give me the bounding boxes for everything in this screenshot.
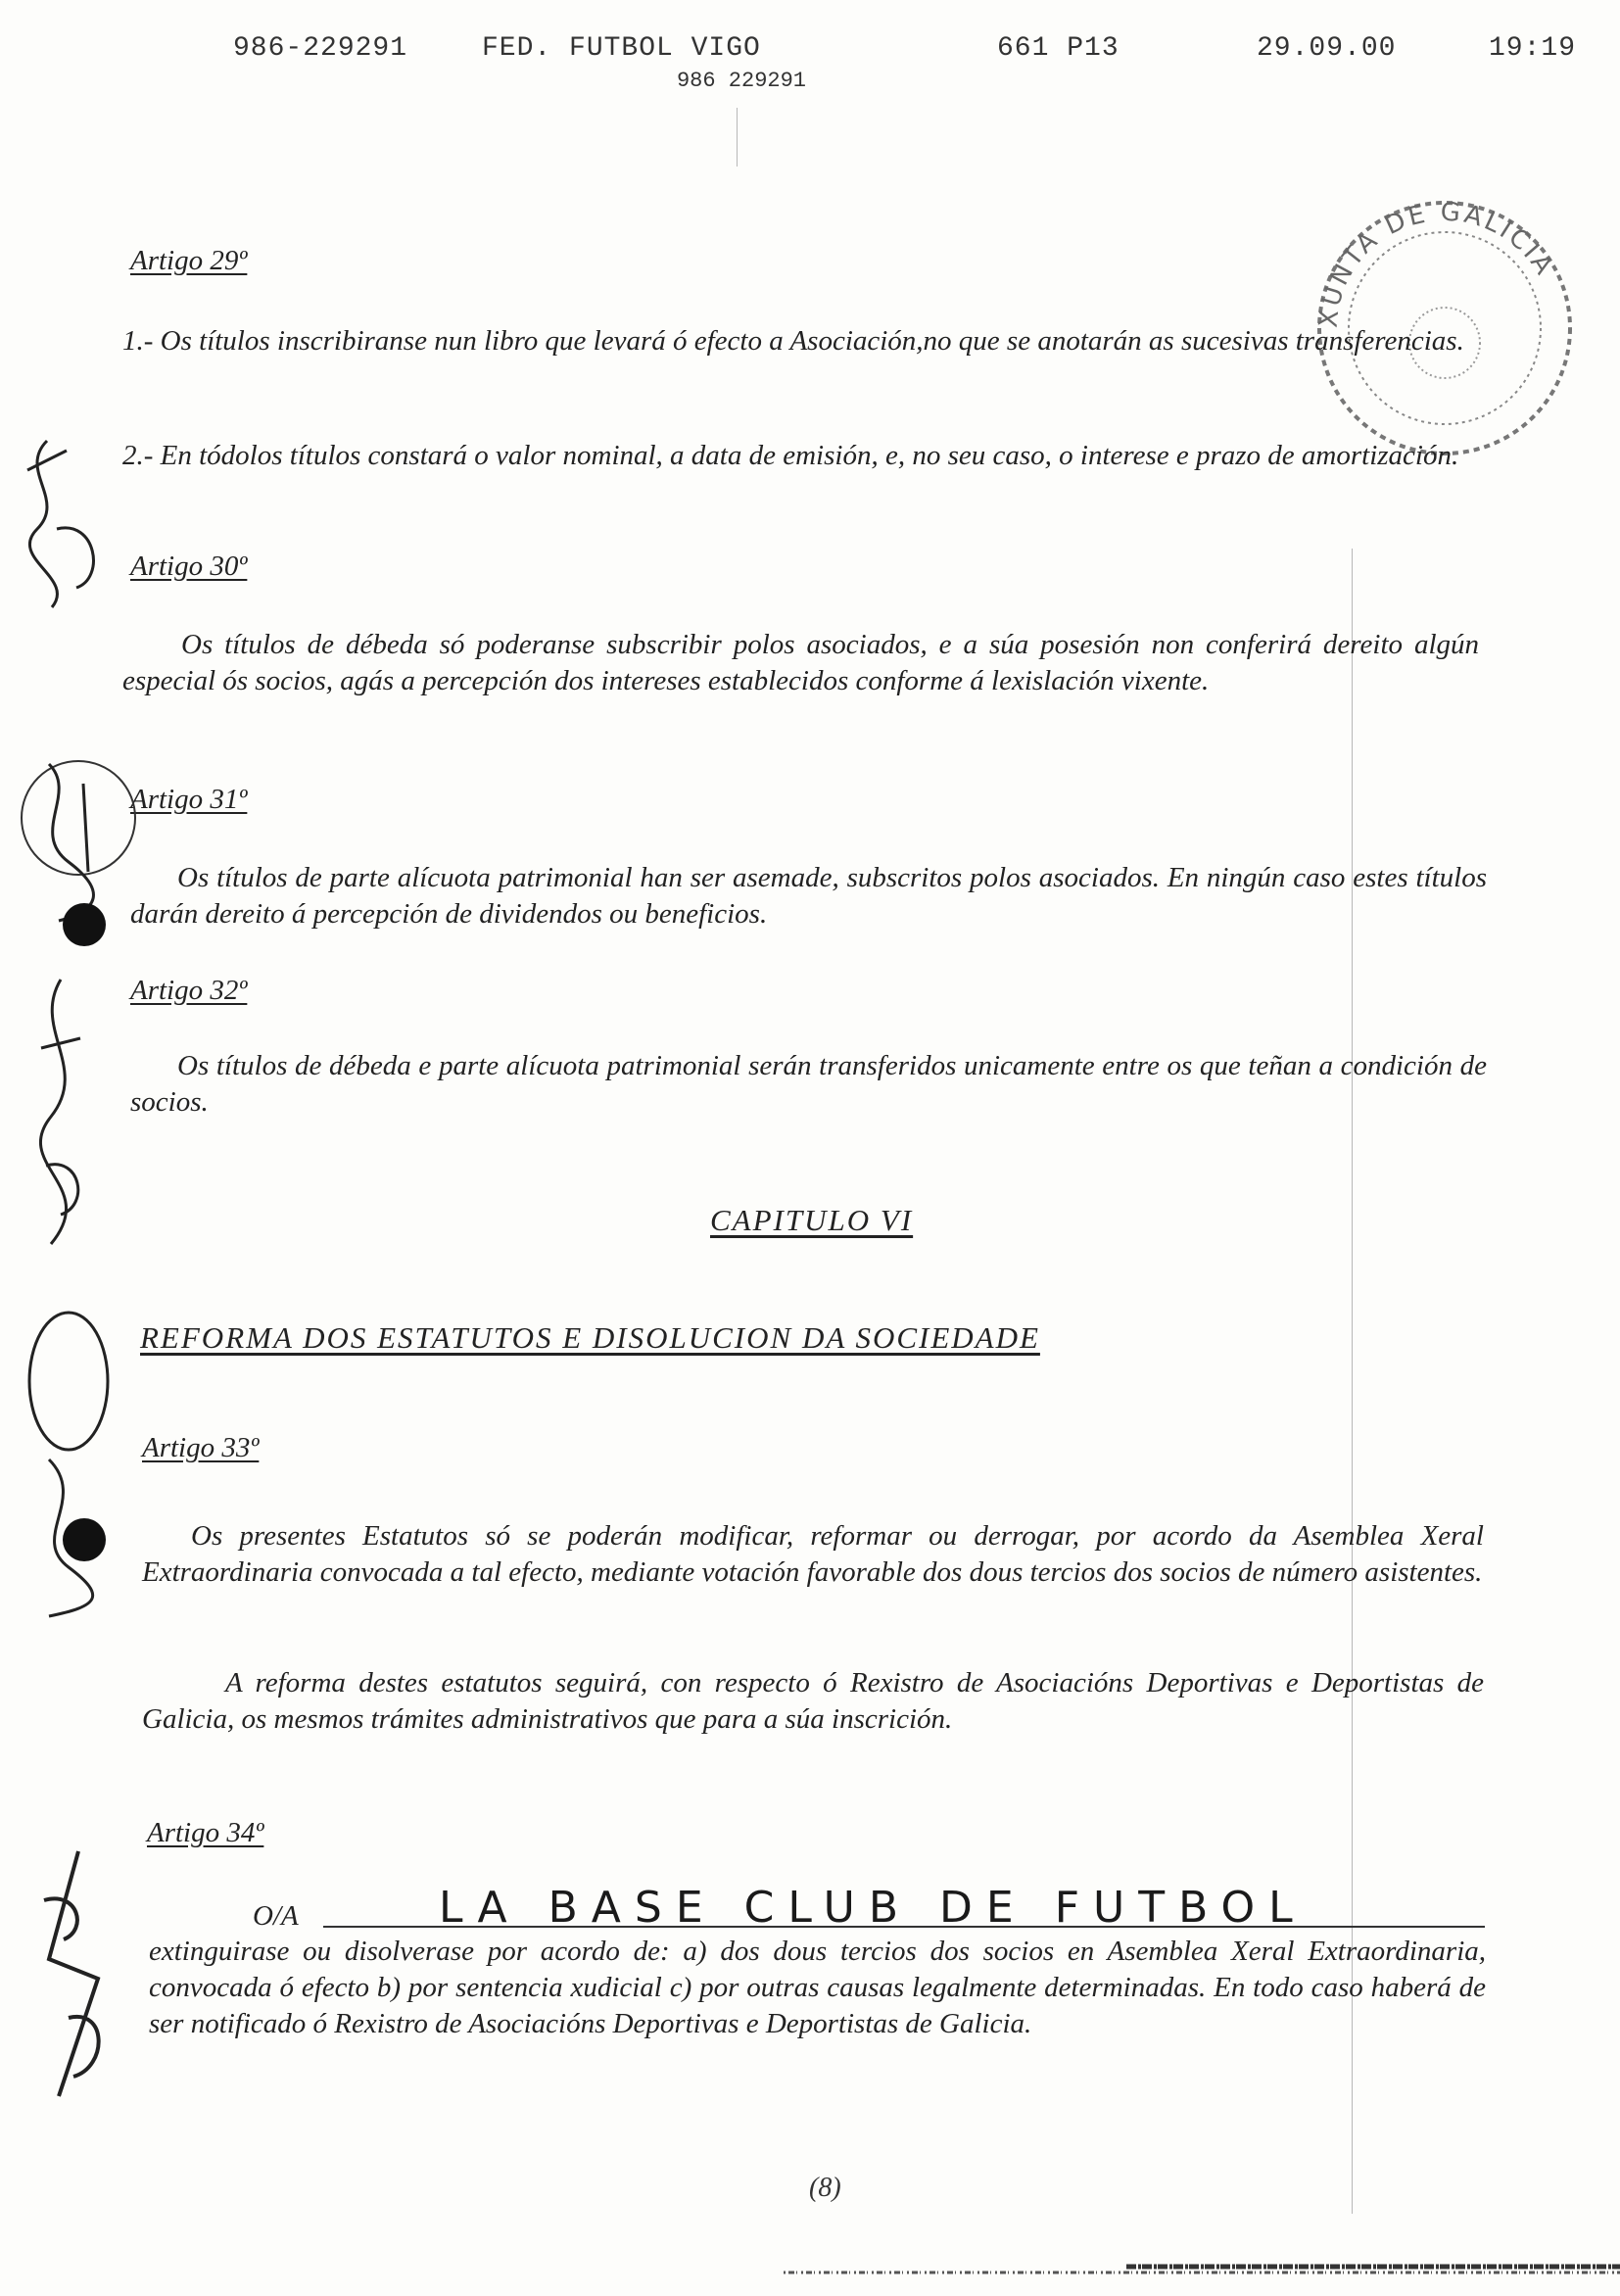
- article-31-paragraph: Os títulos de parte alícuota patrimonial han ser asemade, subscritos polos asociados. En ningún caso estes títulos darán dereito á percepción de dividendos ou beneficios.: [130, 862, 1487, 930]
- article-34-heading: Artigo 34º: [147, 1817, 264, 1848]
- fax-time: 19:19: [1489, 33, 1577, 64]
- fax-date: 29.09.00: [1257, 33, 1397, 64]
- handwritten-club-name: LA BASE CLUB DE FUTBOL: [439, 1883, 1307, 1933]
- article-33-paragraph-2: A reforma destes estatutos seguirá, con respecto ó Rexistro de Asociacións Deportivas e Deportistas de Galicia, os mesmos trámites administrativos que para a súa inscrición.: [142, 1667, 1484, 1735]
- article-31-heading: Artigo 31º: [130, 784, 248, 815]
- margin-signature-1: [8, 411, 135, 671]
- article-30-paragraph: Os títulos de débeda só poderanse subscribir polos asociados, e a súa posesión non conferirá dereito algún especial ós socios, agás a percepción dos intereses establecidos conforme á lexislación vixente.: [122, 629, 1479, 696]
- fax-code: 661 P13: [997, 33, 1120, 64]
- margin-signature-4: [10, 1303, 127, 1631]
- page-number: (8): [809, 2173, 841, 2203]
- margin-signature-3: [12, 970, 119, 1268]
- punch-hole: [63, 903, 106, 946]
- fax-header: [0, 33, 1620, 72]
- margin-signature-5: [20, 1842, 127, 2140]
- fax-phone: 986-229291: [233, 33, 408, 64]
- article-32-heading: Artigo 32º: [130, 975, 248, 1006]
- chapter-number: CAPITULO VI: [710, 1203, 914, 1237]
- punch-hole: [63, 1518, 106, 1561]
- article-30-heading: Artigo 30º: [130, 550, 248, 582]
- article-33-heading: Artigo 33º: [142, 1432, 260, 1463]
- chapter-title: REFORMA DOS ESTATUTOS E DISOLUCION DA SOCIEDADE: [140, 1320, 1040, 1355]
- article-34-prefix: O/A: [253, 1900, 299, 1932]
- seal-text: XUNTA DE GALICIA: [1313, 197, 1560, 329]
- fax-sender: FED. FUTBOL VIGO: [482, 33, 761, 64]
- article-33-paragraph-1: Os presentes Estatutos só se poderán modificar, reformar ou derrogar, por acordo da Asemblea Xeral Extraordinaria convocada a tal efecto, mediante votación favorable dos dous tercios dos socios de número asistentes.: [142, 1520, 1484, 1588]
- article-34-paragraph: extinguirase ou disolverase por acordo de: a) dos dous tercios dos socios en Asemblea Xeral Extraordinaria, convocada ó efecto b) por sentencia xudicial c) por outras causas legalmente determinadas. En todo caso haberá de ser notificado ó Rexistro de Asociacións Deportivas e Deportistas de Galicia.: [149, 1936, 1486, 2039]
- article-29-heading: Artigo 29º: [130, 245, 248, 276]
- fax-streak: [737, 108, 738, 167]
- article-29-paragraph-2: 2.- En tódolos títulos constará o valor nominal, a data de emisión, e, no seu caso, o interese e prazo de amortización.: [122, 440, 1459, 471]
- fax-noise-strip: [0, 2253, 1620, 2291]
- article-32-paragraph: Os títulos de débeda e parte alícuota patrimonial serán transferidos unicamente entre os que teñan a condición de socios.: [130, 1050, 1487, 1118]
- article-29-paragraph-1: 1.- Os títulos inscribiranse nun libro que levará ó efecto a Asociación,no que se anotarán as sucesivas transferencias.: [122, 325, 1464, 357]
- fax-sub-phone: 986 229291: [676, 69, 807, 93]
